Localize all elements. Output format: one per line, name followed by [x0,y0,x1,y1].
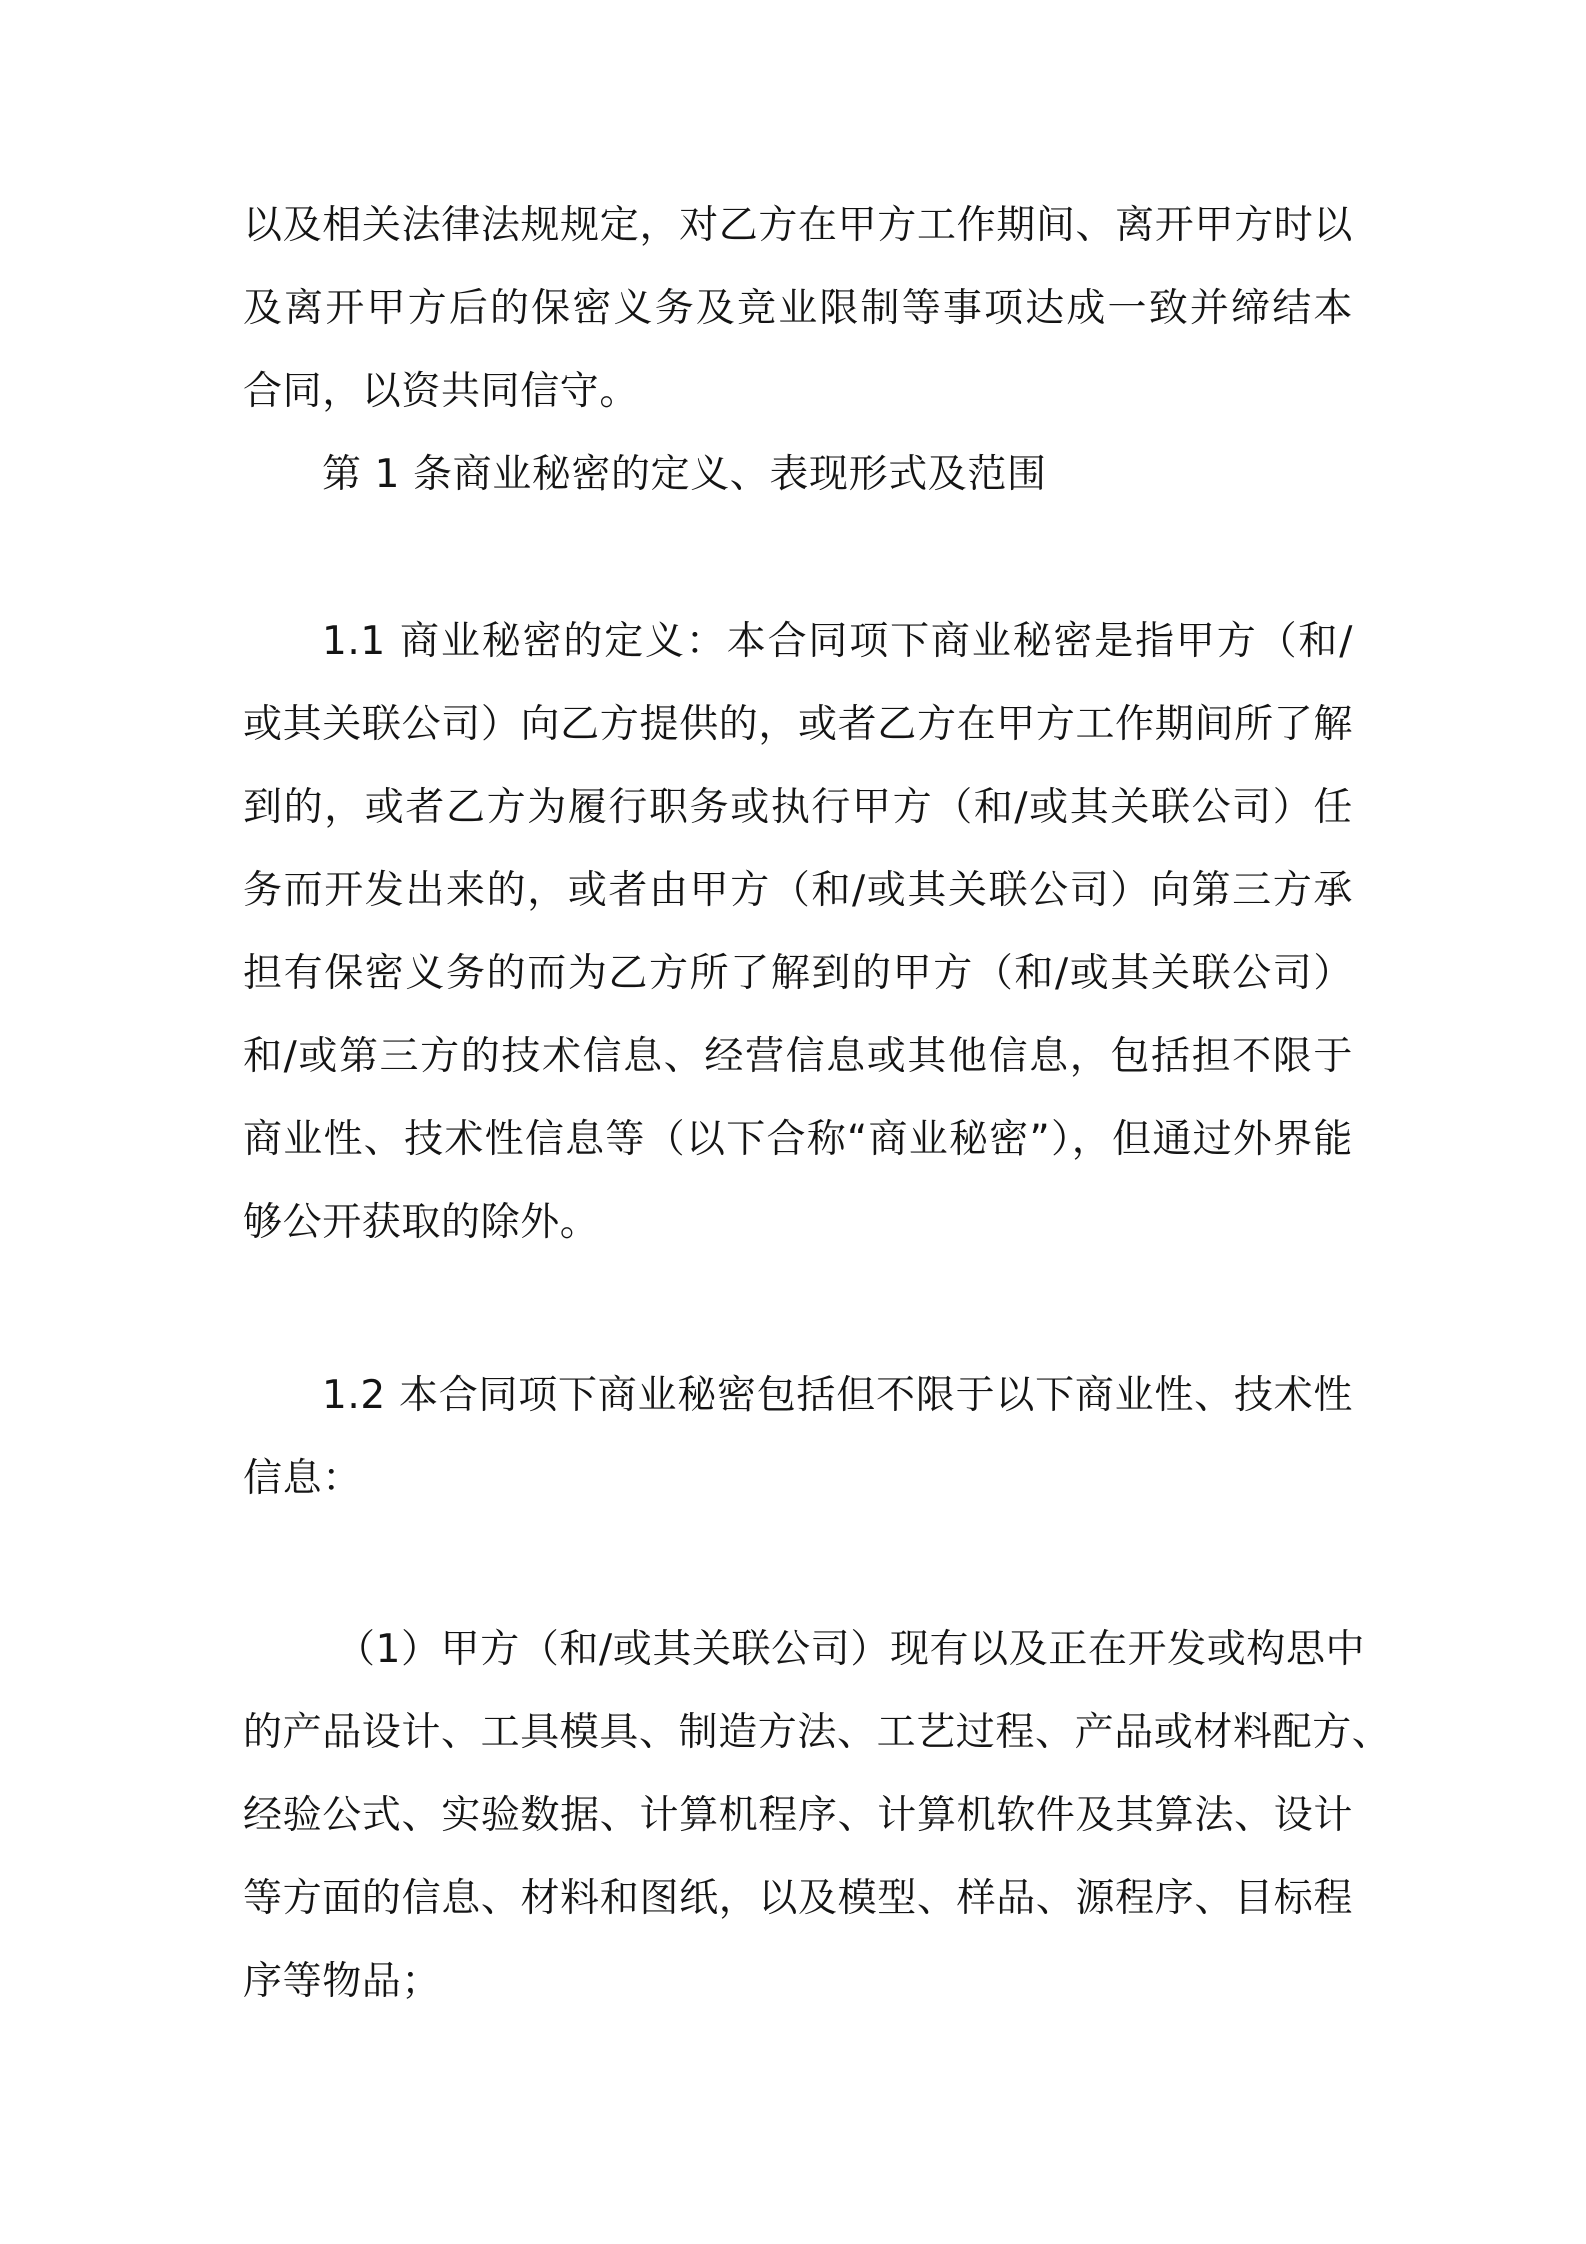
section-1-1-line-1: 1.1 商业秘密的定义：本合同项下商业秘密是指甲方（和/ [322,619,1353,664]
item-1-line-1: （1）甲方（和/或其关联公司）现有以及正在开发或构思中 [336,1627,1366,1672]
section-1-1-line-2: 或其关联公司）向乙方提供的，或者乙方在甲方工作期间所了解 [243,702,1353,747]
section-1-1-line-4: 务而开发出来的，或者由甲方（和/或其关联公司）向第三方承 [243,868,1353,913]
article-1-heading: 第 1 条商业秘密的定义、表现形式及范围 [322,452,1047,497]
section-1-1-line-7: 商业性、技术性信息等（以下合称“商业秘密”），但通过外界能 [243,1117,1353,1162]
section-1-1-line-5: 担有保密义务的而为乙方所了解到的甲方（和/或其关联公司） [243,951,1353,996]
section-1-1-line-8: 够公开获取的除外。 [243,1200,600,1245]
intro-line-3: 合同，以资共同信守。 [243,369,640,414]
intro-line-1: 以及相关法律法规规定，对乙方在甲方工作期间、离开甲方时以 [243,203,1353,248]
section-1-2-line-2: 信息： [243,1456,362,1501]
section-1-1-line-3: 到的，或者乙方为履行职务或执行甲方（和/或其关联公司）任 [243,785,1353,830]
item-1-line-2: 的产品设计、工具模具、制造方法、工艺过程、产品或材料配方、 [243,1710,1392,1755]
item-1-line-5: 序等物品； [243,1959,442,2004]
section-1-1-line-6: 和/或第三方的技术信息、经营信息或其他信息，包括担不限于 [243,1034,1353,1079]
item-1-line-3: 经验公式、实验数据、计算机程序、计算机软件及其算法、设计 [243,1793,1353,1838]
intro-line-2: 及离开甲方后的保密义务及竞业限制等事项达成一致并缔结本 [243,286,1353,331]
item-1-line-4: 等方面的信息、材料和图纸，以及模型、样品、源程序、目标程 [243,1876,1353,1921]
section-1-2-line-1: 1.2 本合同项下商业秘密包括但不限于以下商业性、技术性 [322,1373,1353,1418]
